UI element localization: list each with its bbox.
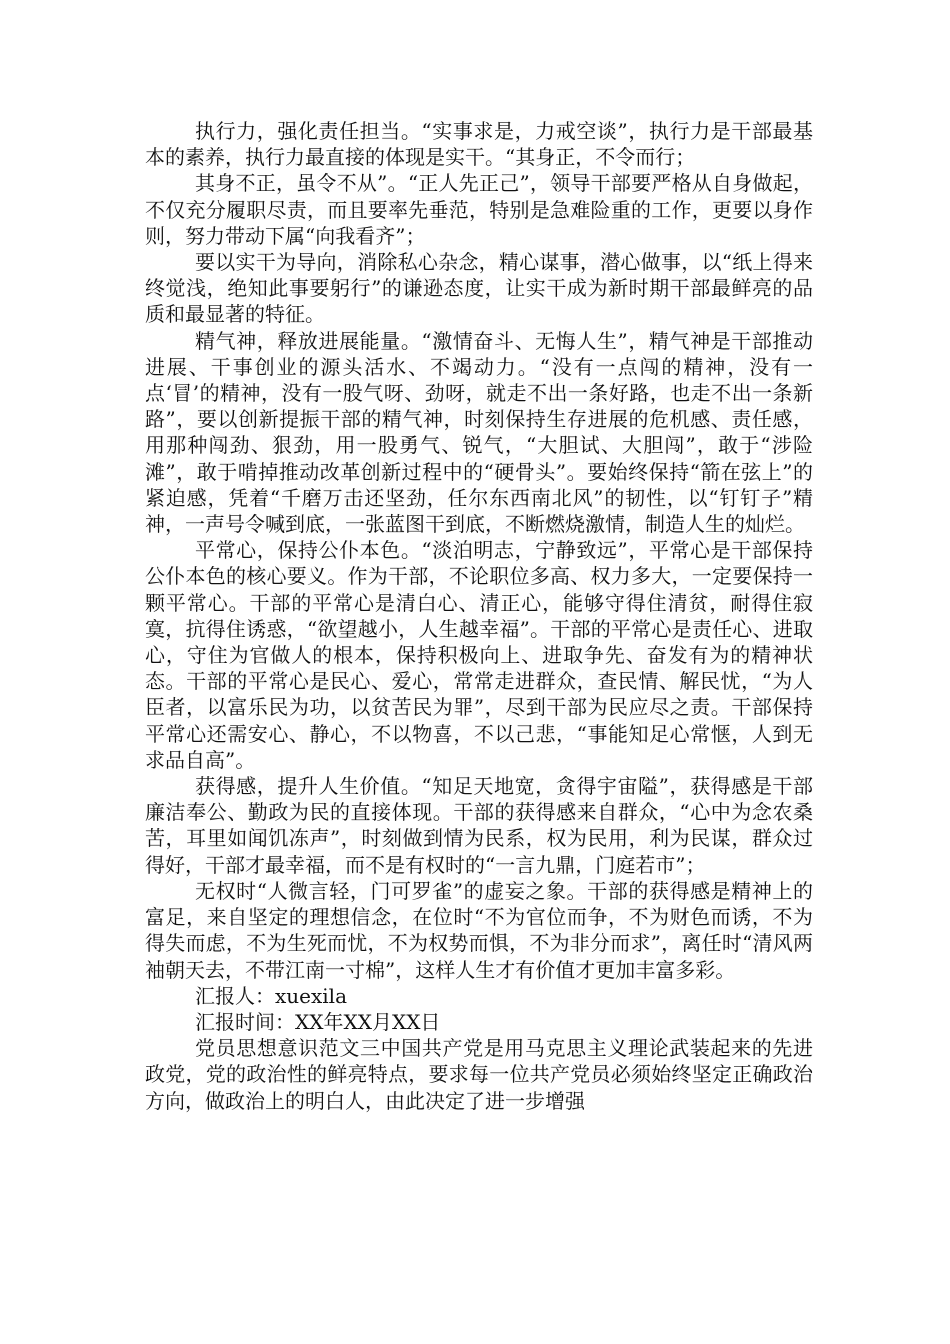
paragraph-sense-of-gain: 获得感，提升人生价值。“知足天地宽，贪得宇宙隘”，获得感是干部廉洁奉公、勤政为民的直接体现。干部的获得感来自群众，“心中为念农桑苦，耳里如闻饥冻声”，时刻做到情为民系，权为民用，利为民谋，群众过得好，干部才最幸福，而不是有权时的“一言九鼎，门庭若市”；: [145, 774, 813, 877]
report-date-line: 汇报时间：XX年XX月XX日: [195, 1009, 441, 1034]
paragraph-practical-work: 要以实干为导向，消除私心杂念，精心谋事，潜心做事，以“纸上得来终觉浅，绝知此事要躬行”的谦逊态度，让实干成为新时期干部最鲜亮的品质和最显著的特征。: [145, 250, 813, 327]
paragraph-upright-self: 其身不正，虽令不从”。“正人先正己”，领导干部要严格从自身做起，不仅充分履职尽责，而且要率先垂范，特别是急难险重的工作，更要以身作则，努力带动下属“向我看齐”；: [145, 171, 813, 248]
paragraph-party-member: 党员思想意识范文三中国共产党是用马克思主义理论武装起来的先进政党，党的政治性的鲜亮特点，要求每一位共产党员必须始终坚定正确政治方向，做政治上的明白人，由此决定了进一步增强: [145, 1036, 813, 1113]
paragraph-spirit: 精气神，释放进展能量。“激情奋斗、无悔人生”，精气神是干部推动进展、干事创业的源头活水、不竭动力。“没有一点闯的精神，没有一点‘冒’的精神，没有一股气呀、劲呀，就走不出一条好路，也走不出一条新路”，要以创新提振干部的精气神，时刻保持生存进展的危机感、责任感，用那种闯劲、狠劲，用一股勇气、锐气，“大胆试、大胆闯”，敢于“涉险滩”，敢于啃掉推动改革创新过程中的“硬骨头”。要始终保持“箭在弦上”的紧迫感，凭着“千磨万击还坚劲，任尔东西南北风”的韧性，以“钉钉子”精神，一声号令喊到底，一张蓝图干到底，不断燃烧激情，制造人生的灿烂。: [145, 328, 813, 537]
paragraph-ordinary-heart: 平常心，保持公仆本色。“淡泊明志，宁静致远”，平常心是干部保持公仆本色的核心要义。作为干部，不论职位多高、权力多大，一定要保持一颗平常心。干部的平常心是清白心、清正心，能够守得住清贫，耐得住寂寞，抗得住诱惑，“欲望越小，人生越幸福”。干部的平常心是责任心、进取心，守住为官做人的根本，保持积极向上、进取争先、奋发有为的精神状态。干部的平常心是民心、爱心，常常走进群众，查民情、解民忧，“为人臣者，以富乐民为功，以贫苦民为罪”，尽到干部为民应尽之责。干部保持平常心还需安心、静心，不以物喜，不以己悲，“事能知足心常惬，人到无求品自高”。: [145, 538, 813, 772]
document-body: [145, 118, 813, 1114]
reporter-line: 汇报人：xuexila: [195, 983, 347, 1008]
paragraph-execution: 执行力，强化责任担当。“实事求是，力戒空谈”，执行力是干部最基本的素养，执行力最直接的体现是实干。“其身正，不令而行；: [145, 119, 813, 170]
paragraph-without-power: 无权时“人微言轻，门可罗雀”的虚妄之象。干部的获得感是精神上的富足，来自坚定的理想信念，在位时“不为官位而争，不为财色而诱，不为得失而虑，不为生死而忧，不为权势而惧，不为非分而求”，离任时“清风两袖朝天去，不带江南一寸棉”，这样人生才有价值才更加丰富多彩。: [145, 878, 813, 982]
